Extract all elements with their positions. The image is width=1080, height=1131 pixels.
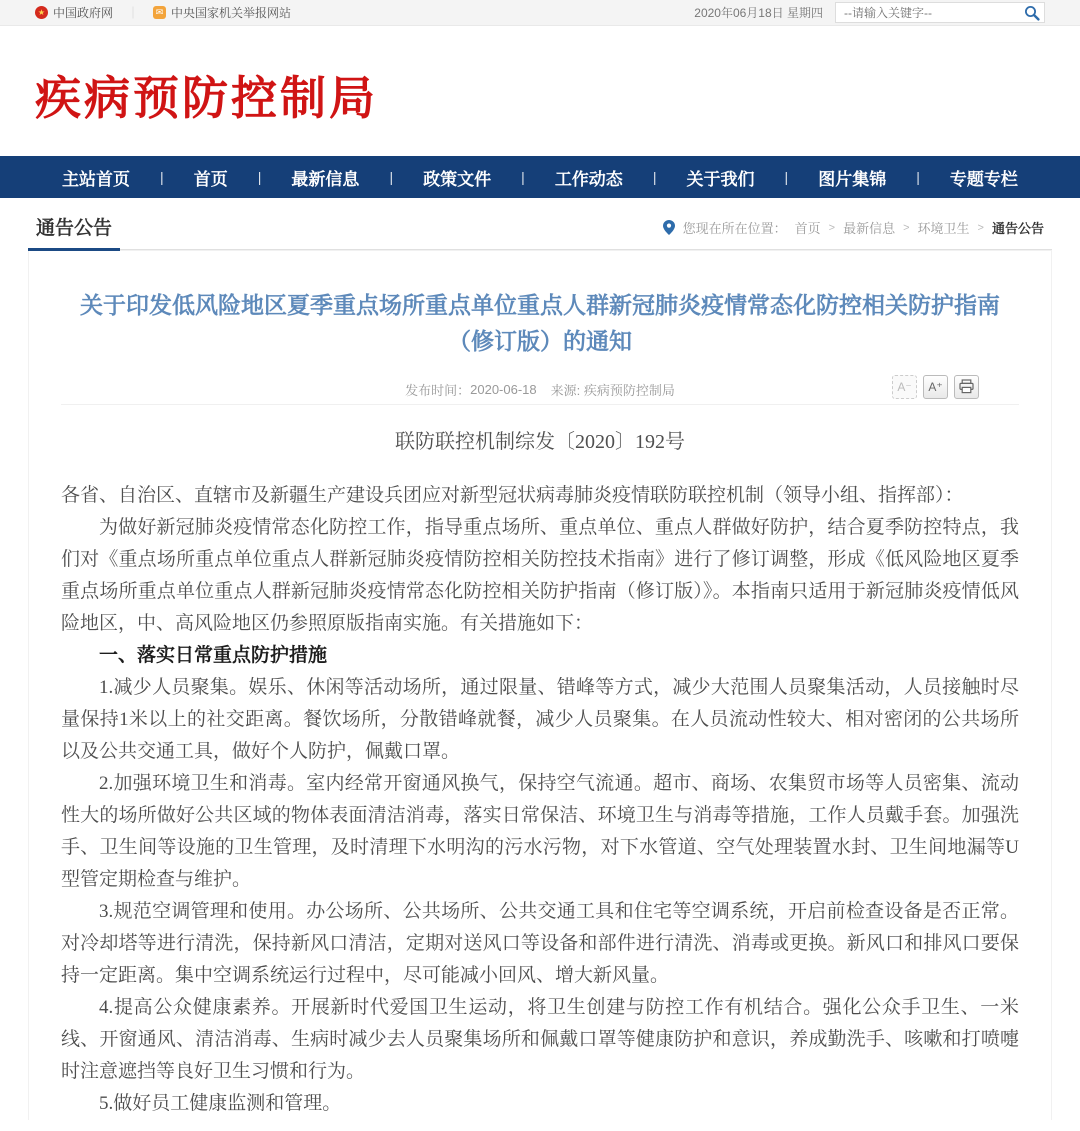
breadcrumb-link-2[interactable]: 环境卫生 xyxy=(917,221,970,236)
publish-time-label: 发布时间： xyxy=(405,383,471,398)
nav-item-0[interactable]: 主站首页 xyxy=(62,169,130,189)
nav-separator: | xyxy=(784,169,789,185)
nav-item-7[interactable]: 专题专栏 xyxy=(949,169,1018,189)
publish-date: 2020-06-18 xyxy=(470,382,537,397)
nav-item-1[interactable]: 首页 xyxy=(193,169,228,189)
article-body xyxy=(61,480,1019,1120)
breadcrumb xyxy=(663,218,1052,249)
breadcrumb-separator: > xyxy=(977,221,984,234)
article-paragraph: 为做好新冠肺炎疫情常态化防控工作，指导重点场所、重点单位、重点人群做好防护，结合夏季防控特点，我们对《重点场所重点单位重点人群新冠肺炎疫情防控相关防控技术指南》进行了修订调整，形成《低风险地区夏季重点场所重点单位重点人群新冠肺炎疫情常态化防控相关防护指南（修订版）》。本指南只适用于新冠肺炎疫情低风险地区，中、高风险地区仍参照原版指南实施。有关措施如下： xyxy=(61,517,1019,634)
article-paragraph: 5.做好员工健康监测和管理。 xyxy=(99,1093,342,1114)
nav-separator: | xyxy=(652,169,657,185)
article-paragraph: 3.规范空调管理和使用。办公场所、公共场所、公共交通工具和住宅等空调系统，开启前检查设备是否正常。对冷却塔等进行清洗，保持新风口清洁，定期对送风口等设备和部件进行清洗、消毒或更换。新风口和排风口要保持一定距离。集中空调系统运行过程中，尽可能减小回风、增大新风量。 xyxy=(61,901,1019,986)
nav-item-4[interactable]: 工作动态 xyxy=(554,169,623,189)
article-meta-row xyxy=(61,375,1019,405)
font-tools xyxy=(892,375,979,399)
article-paragraph: 2.加强环境卫生和消毒。室内经常开窗通风换气，保持空气流通。超市、商场、农集贸市场等人员密集、流动性大的场所做好公共区域的物体表面清洁消毒，落实日常保洁、环境卫生与消毒等措施，工作人员戴手套。加强洗手、卫生间等设施的卫生管理，及时清理下水明沟的污水污物，对下水管道、空气处理装置水封、卫生间地漏等U型管定期检查与维护。 xyxy=(61,773,1019,890)
printer-icon xyxy=(959,379,974,394)
location-pin-icon xyxy=(663,220,675,235)
article-title xyxy=(61,287,1019,359)
breadcrumb-location-label: 您现在所在位置： xyxy=(682,221,787,236)
nav-item-2[interactable]: 最新信息 xyxy=(291,169,360,189)
article-paragraph: 1.减少人员聚集。娱乐、休闲等活动场所，通过限量、错峰等方式，减少大范围人员聚集活动，人员接触时尽量保持1米以上的社交距离。餐饮场所，分散错峰就餐，减少人员聚集。在人员流动性较大、相对密闭的公共场所以及公共交通工具，做好个人防护，佩戴口罩。 xyxy=(61,677,1019,762)
nav-separator: | xyxy=(521,169,525,185)
source-value: 疾病预防控制局 xyxy=(583,383,675,398)
breadcrumb-separator: > xyxy=(828,221,836,234)
font-decrease-button[interactable]: A⁻ xyxy=(892,375,917,399)
main-nav xyxy=(0,156,1080,198)
section-title: 通告公告 xyxy=(28,213,120,251)
search-box xyxy=(835,2,1045,23)
gov-portal-link[interactable] xyxy=(35,4,113,21)
breadcrumb-link-0[interactable]: 首页 xyxy=(794,221,821,236)
article-title-line1: 关于印发低风险地区夏季重点场所重点单位重点人群新冠肺炎疫情常态化防控相关防护指南 xyxy=(80,292,1000,318)
report-site-label: 中央国家机关举报网站 xyxy=(171,6,292,20)
site-logo-title[interactable]: 疾病预防控制局 xyxy=(35,72,378,124)
section-heading: 一、落实日常重点防护措施 xyxy=(99,645,328,666)
report-site-link[interactable] xyxy=(153,4,291,21)
breadcrumb-band xyxy=(28,198,1052,250)
article-title-line2: （修订版）的通知 xyxy=(448,328,632,354)
national-emblem-icon: ★ xyxy=(35,6,48,19)
nav-separator: | xyxy=(257,169,262,185)
breadcrumb-link-1[interactable]: 最新信息 xyxy=(843,221,896,236)
top-utility-bar xyxy=(0,0,1080,26)
print-button[interactable] xyxy=(954,375,979,399)
nav-item-5[interactable]: 关于我们 xyxy=(686,169,755,189)
nav-separator: | xyxy=(916,169,920,185)
search-icon[interactable] xyxy=(1024,5,1040,21)
article-paragraph: 4.提高公众健康素养。开展新时代爱国卫生运动，将卫生创建与防控工作有机结合。强化公众手卫生、一米线、开窗通风、清洁消毒、生病时减少去人员聚集场所和佩戴口罩等健康防护和意识，养成勤洗手、咳嗽和打喷嚏时注意遮挡等良好卫生习惯和行为。 xyxy=(61,997,1019,1082)
current-date: 2020年06月18日 星期四 xyxy=(694,6,823,20)
nav-separator: | xyxy=(389,169,394,185)
nav-item-3[interactable]: 政策文件 xyxy=(423,169,492,189)
site-header xyxy=(0,26,1080,156)
document-number: 联防联控机制综发〔2020〕192号 xyxy=(395,431,685,453)
source-label: 来源: xyxy=(550,383,581,398)
report-site-icon: ✉ xyxy=(153,6,166,19)
search-input[interactable] xyxy=(844,6,1024,20)
nav-item-6[interactable]: 图片集锦 xyxy=(818,169,887,189)
topbar-separator: ｜ xyxy=(127,6,140,20)
gov-portal-label: 中国政府网 xyxy=(53,6,114,20)
article-panel xyxy=(28,250,1052,1120)
breadcrumb-path xyxy=(795,218,1044,237)
article-paragraph: 各省、自治区、直辖市及新疆生产建设兵团应对新型冠状病毒肺炎疫情联防联控机制（领导小组、指挥部）： xyxy=(61,485,964,506)
font-increase-button[interactable]: A⁺ xyxy=(923,375,948,399)
breadcrumb-separator: > xyxy=(903,221,910,234)
breadcrumb-link-3: 通告公告 xyxy=(991,221,1044,236)
nav-separator: | xyxy=(160,169,164,185)
